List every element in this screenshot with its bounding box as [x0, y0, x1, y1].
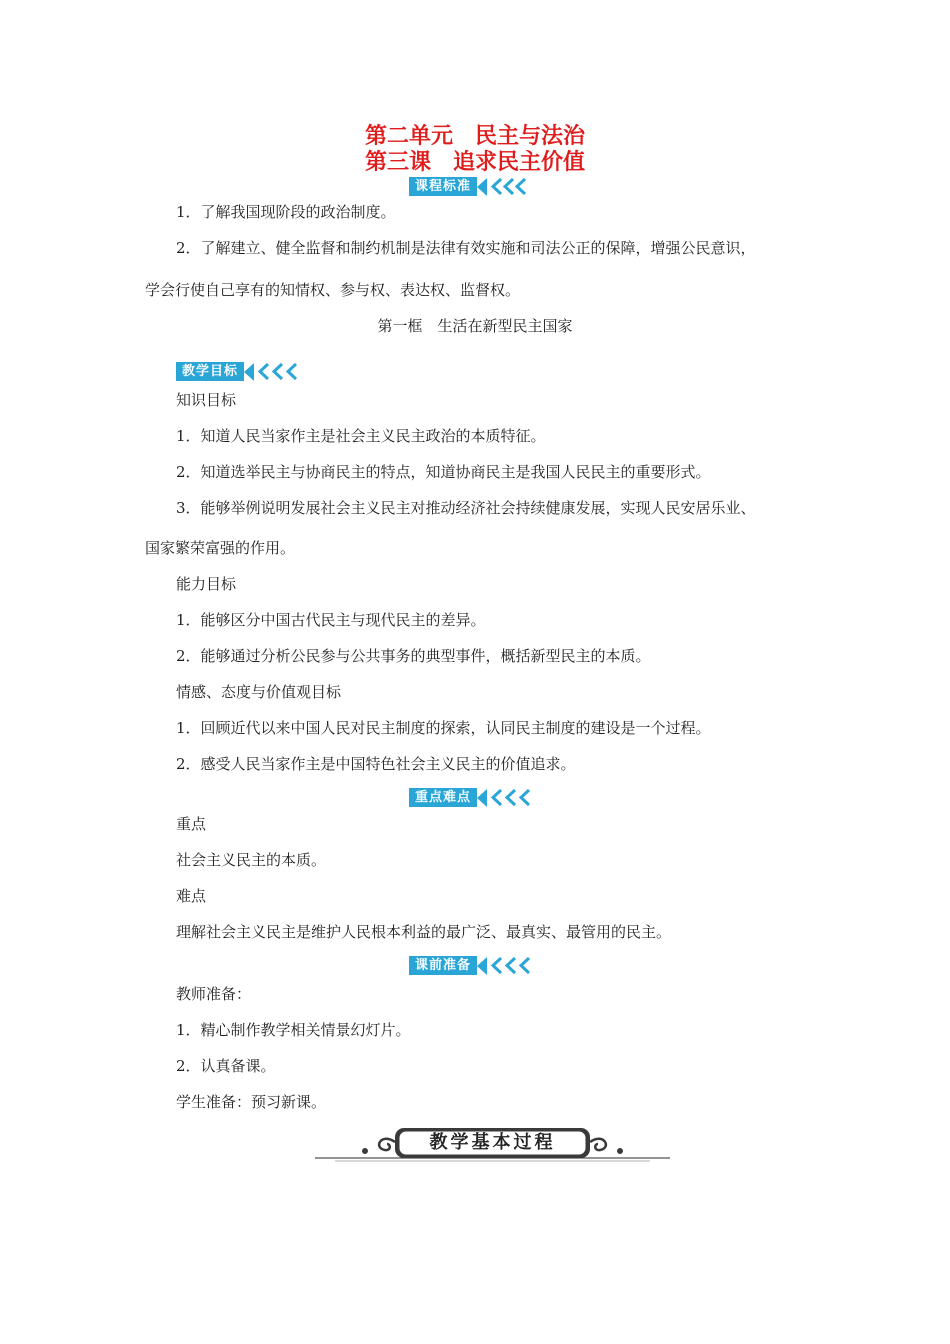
knowledge-item-3-line-2: 国家繁荣富强的作用。 [145, 539, 296, 557]
section-title: 第一框 生活在新型民主国家 [377, 317, 573, 335]
badge-arrow-icon [244, 363, 254, 381]
banner-text: 教学基本过程 [429, 1132, 556, 1153]
objectives-badge [176, 362, 316, 381]
emotion-item-2: 2．感受人民当家作主是中国特色社会主义民主的价值追求。 [176, 755, 576, 773]
lesson-title: 第三课 追求民主价值 [364, 149, 585, 175]
unit-title: 第二单元 民主与法治 [364, 123, 585, 149]
badge-arrow-icon [477, 789, 487, 807]
preparation-badge [409, 956, 549, 975]
preparation-badge-label: 课前准备 [409, 956, 477, 975]
focus-text: 社会主义民主的本质。 [176, 851, 327, 869]
emotion-item-1: 1．回顾近代以来中国人民对民主制度的探索，认同民主制度的建设是一个过程。 [176, 719, 711, 737]
ability-item-2: 2．能够通过分析公民参与公共事务的典型事件，概括新型民主的本质。 [176, 647, 651, 665]
teacher-prep-item-2: 2．认真备课。 [176, 1057, 276, 1075]
teacher-prep-item-1: 1．精心制作教学相关情景幻灯片。 [176, 1021, 411, 1039]
difficulty-text: 理解社会主义民主是维护人民根本利益的最广泛、最真实、最管用的民主。 [176, 923, 672, 941]
chevrons-icon [256, 362, 316, 381]
key-points-badge-label: 重点难点 [409, 788, 477, 807]
standards-item-1: 1．了解我国现阶段的政治制度。 [176, 203, 396, 221]
key-points-badge [409, 788, 549, 807]
knowledge-item-1: 1．知道人民当家作主是社会主义民主政治的本质特征。 [176, 427, 546, 445]
knowledge-item-3-line-1: 3．能够举例说明发展社会主义民主对推动经济社会持续健康发展，实现人民安居乐业、 [176, 499, 756, 517]
objectives-badge-label: 教学目标 [176, 362, 244, 381]
chevrons-icon [489, 177, 539, 196]
standards-item-2-line-2: 学会行使自己享有的知情权、参与权、表达权、监督权。 [145, 281, 521, 299]
knowledge-heading: 知识目标 [176, 391, 237, 409]
student-prep: 学生准备：预习新课。 [176, 1093, 327, 1111]
standards-item-2-line-1: 2．了解建立、健全监督和制约机制是法律有效实施和司法公正的保障，增强公民意识， [176, 239, 756, 257]
standards-badge-label: 课程标准 [409, 177, 477, 196]
standards-badge [409, 177, 539, 196]
knowledge-item-2: 2．知道选举民主与协商民主的特点，知道协商民主是我国人民民主的重要形式。 [176, 463, 711, 481]
emotion-heading: 情感、态度与价值观目标 [176, 683, 342, 701]
badge-arrow-icon [477, 178, 487, 196]
focus-heading: 重点 [176, 815, 207, 833]
chevrons-icon [489, 788, 549, 807]
ability-heading: 能力目标 [176, 575, 237, 593]
badge-arrow-icon [477, 957, 487, 975]
difficulty-heading: 难点 [176, 887, 207, 905]
chevrons-icon [489, 956, 549, 975]
teacher-prep-heading: 教师准备： [176, 985, 252, 1003]
ability-item-1: 1．能够区分中国古代民主与现代民主的差异。 [176, 611, 486, 629]
process-banner [315, 1126, 670, 1164]
